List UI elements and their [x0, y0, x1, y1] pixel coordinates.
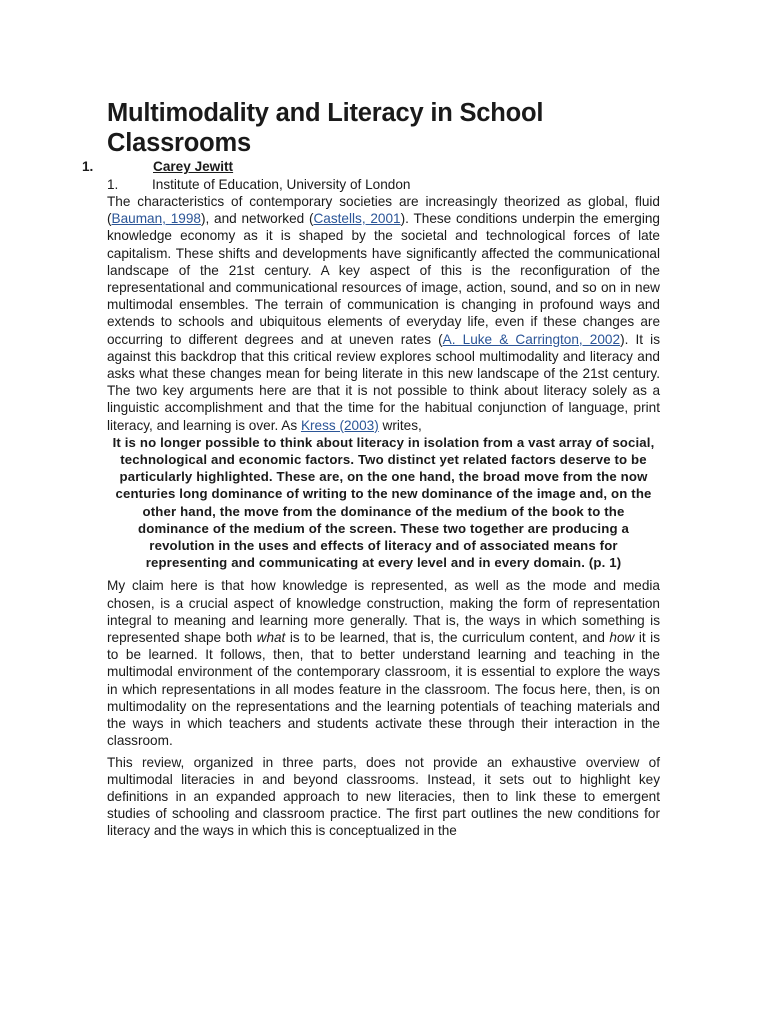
text-run: is to be learned, that is, the curriculum content, and	[285, 630, 610, 646]
text-run: ), and networked (	[200, 211, 314, 227]
text-run: it is to be learned. It follows, then, that to better understand learning and teaching in the multimodal environment of the contemporary classroom, it is essential to explore the ways in which representations in all modes feature in the classroom. The focus here, then, is on multimodality on the representations and the learning potentials of teaching materials and the ways in which teachers and students activate these through their interaction in the classroom.	[107, 630, 661, 749]
text-run: My claim here is that how knowledge is represented, as well as the mode and media chosen, is a crucial aspect of knowledge construction, making the form of representation integral to meaning and learning more generally. That is, the ways in which something is represented shape both	[107, 578, 660, 646]
text-run: ). These conditions underpin the emerging knowledge economy as it is shaped by the societal and technological forces of late capitalism. These shifts and developments have significantly affected the communicational landscape of the 21st century. A key aspect of this is the reconfiguration of the representational and communicational resources of image, action, sound, and so on in new multimodal ensembles. The terrain of communication is changing in profound ways and extends to schools and ubiquitous elements of everyday life, even if these changes are occurring to different degrees and at uneven rates (	[107, 211, 660, 347]
affiliation-number: 1.	[107, 177, 119, 192]
paragraph-claim	[107, 577, 660, 749]
citation-link-kress[interactable]: Kress (2003)	[300, 417, 379, 433]
citation-link-luke[interactable]: A. Luke & Carrington, 2002	[442, 331, 621, 347]
text-run: ). It is against this backdrop that this critical review explores school multimodality and literacy and asks what these changes mean for being literate in this new landscape of the 21st century. The two key arguments here are that it is not possible to think about literacy solely as a linguistic accomplishment and that the time for the habitual conjunction of language, print literacy, and learning is over. As	[107, 331, 660, 433]
paragraph-intro	[107, 193, 660, 434]
emphasis-what: what	[256, 630, 286, 646]
text-run: The characteristics of contemporary societies are increasingly theorized as global, fluid (	[107, 194, 660, 227]
text-run: writes,	[378, 417, 422, 433]
paragraph-review: This review, organized in three parts, does not provide an exhaustive overview of multimodal literacies in and beyond classrooms. Instead, it sets out to highlight key definitions in an expanded approach to new literacies, then to link these to emergent studies of schooling and classroom practice. The first part outlines the new conditions for literacy and the ways in which this is conceptualized in the	[107, 754, 660, 839]
author-number: 1.	[82, 159, 94, 174]
author-line	[82, 158, 660, 176]
citation-link-castells[interactable]: Castells, 2001	[313, 211, 401, 227]
citation-link-bauman[interactable]: Bauman, 1998	[111, 211, 201, 227]
block-quote: It is no longer possible to think about literacy in isolation from a vast array of social, technological and economic factors. Two distinct yet related factors deserve to be particularly highlighted. These are, on the one hand, the broad move from the now centuries long dominance of writing to the new dominance of the image and, on the other hand, the move from the dominance of the medium of the book to the dominance of the medium of the screen. These two together are producing a revolution in the uses and effects of literacy and of associated means for representing and communicating at every level and in every domain. (p. 1)	[112, 434, 655, 571]
article-body	[82, 98, 661, 840]
affiliation-text: Institute of Education, University of London	[152, 177, 411, 192]
article-title: Multimodality and Literacy in School Classrooms	[107, 99, 544, 157]
author-link[interactable]: Carey Jewitt	[153, 159, 234, 174]
emphasis-how: how	[609, 630, 635, 646]
affiliation-line	[107, 176, 660, 193]
